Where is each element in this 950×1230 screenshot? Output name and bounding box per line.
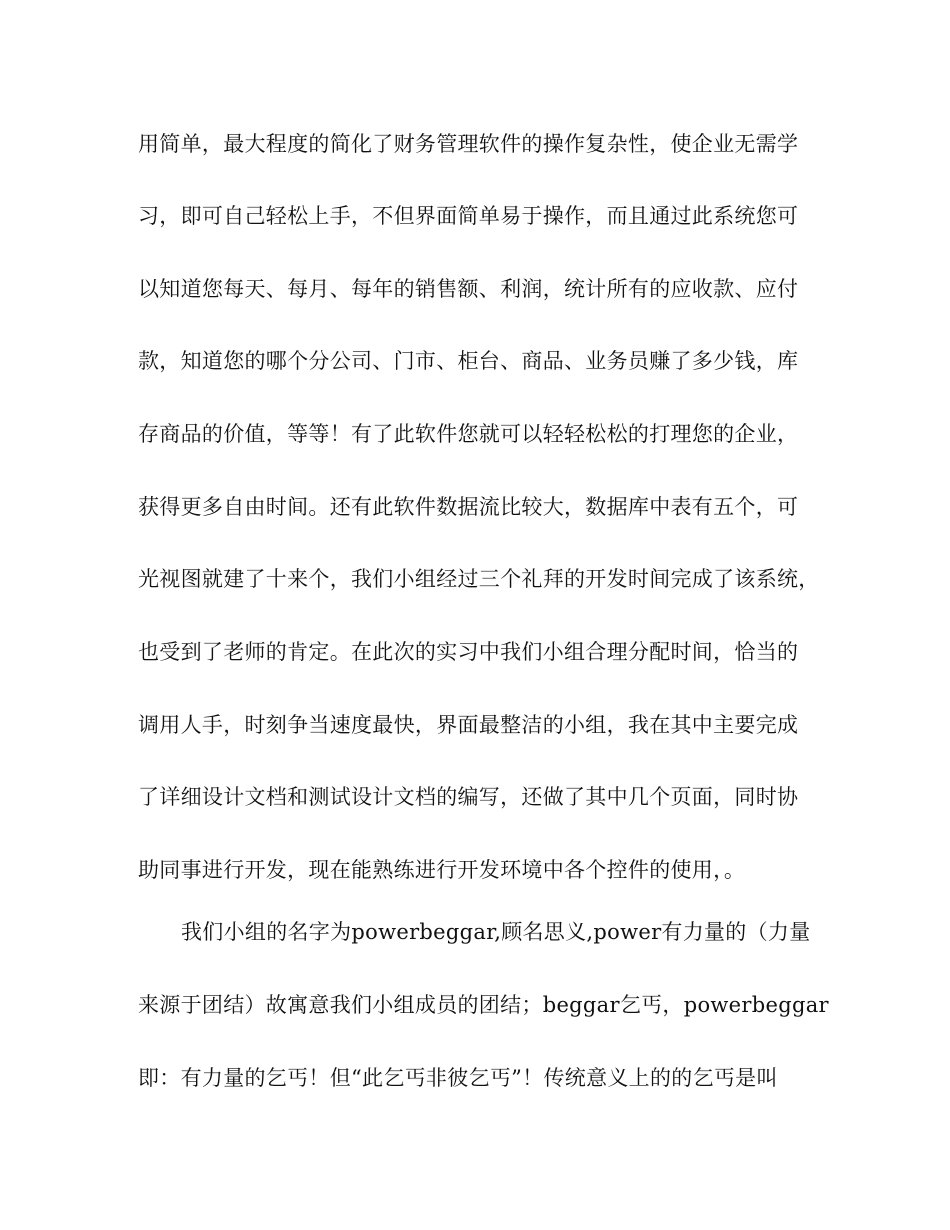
text-line: 助同事进行开发，现在能熟练进行开发环境中各个控件的使用，。 — [138, 858, 746, 882]
paragraph-first-line: 我们小组的名字为powerbeggar,顾名思义,power有力量的（力量 — [181, 920, 811, 944]
text-line: 来源于团结）故寓意我们小组成员的团结；beggar乞丐，powerbeggar — [138, 993, 829, 1017]
text-line: 光视图就建了十来个，我们小组经过三个礼拜的开发时间完成了该系统， — [138, 567, 820, 591]
text-line: 即：有力量的乞丐！但“此乞丐非彼乞丐”！传统意义上的的乞丐是叫 — [138, 1066, 778, 1090]
text-line: 也受到了老师的肯定。在此次的实习中我们小组合理分配时间，恰当的 — [138, 640, 799, 664]
text-line: 了详细设计文档和测试设计文档的编写，还做了其中几个页面，同时协 — [138, 785, 799, 809]
text-line: 以知道您每天、每月、每年的销售额、利润，统计所有的应收款、应付 — [138, 277, 799, 301]
text-line: 习，即可自己轻松上手，不但界面简单易于操作，而且通过此系统您可 — [138, 204, 799, 228]
text-line: 存商品的价值，等等！有了此软件您就可以轻轻松松的打理您的企业， — [138, 422, 799, 446]
text-line: 调用人手，时刻争当速度最快，界面最整洁的小组，我在其中主要完成 — [138, 713, 799, 737]
text-line: 用简单，最大程度的简化了财务管理软件的操作复杂性，使企业无需学 — [138, 132, 799, 156]
text-line: 获得更多自由时间。还有此软件数据流比较大，数据库中表有五个，可 — [138, 495, 799, 519]
text-line: 款，知道您的哪个分公司、门市、柜台、商品、业务员赚了多少钱，库 — [138, 349, 799, 373]
